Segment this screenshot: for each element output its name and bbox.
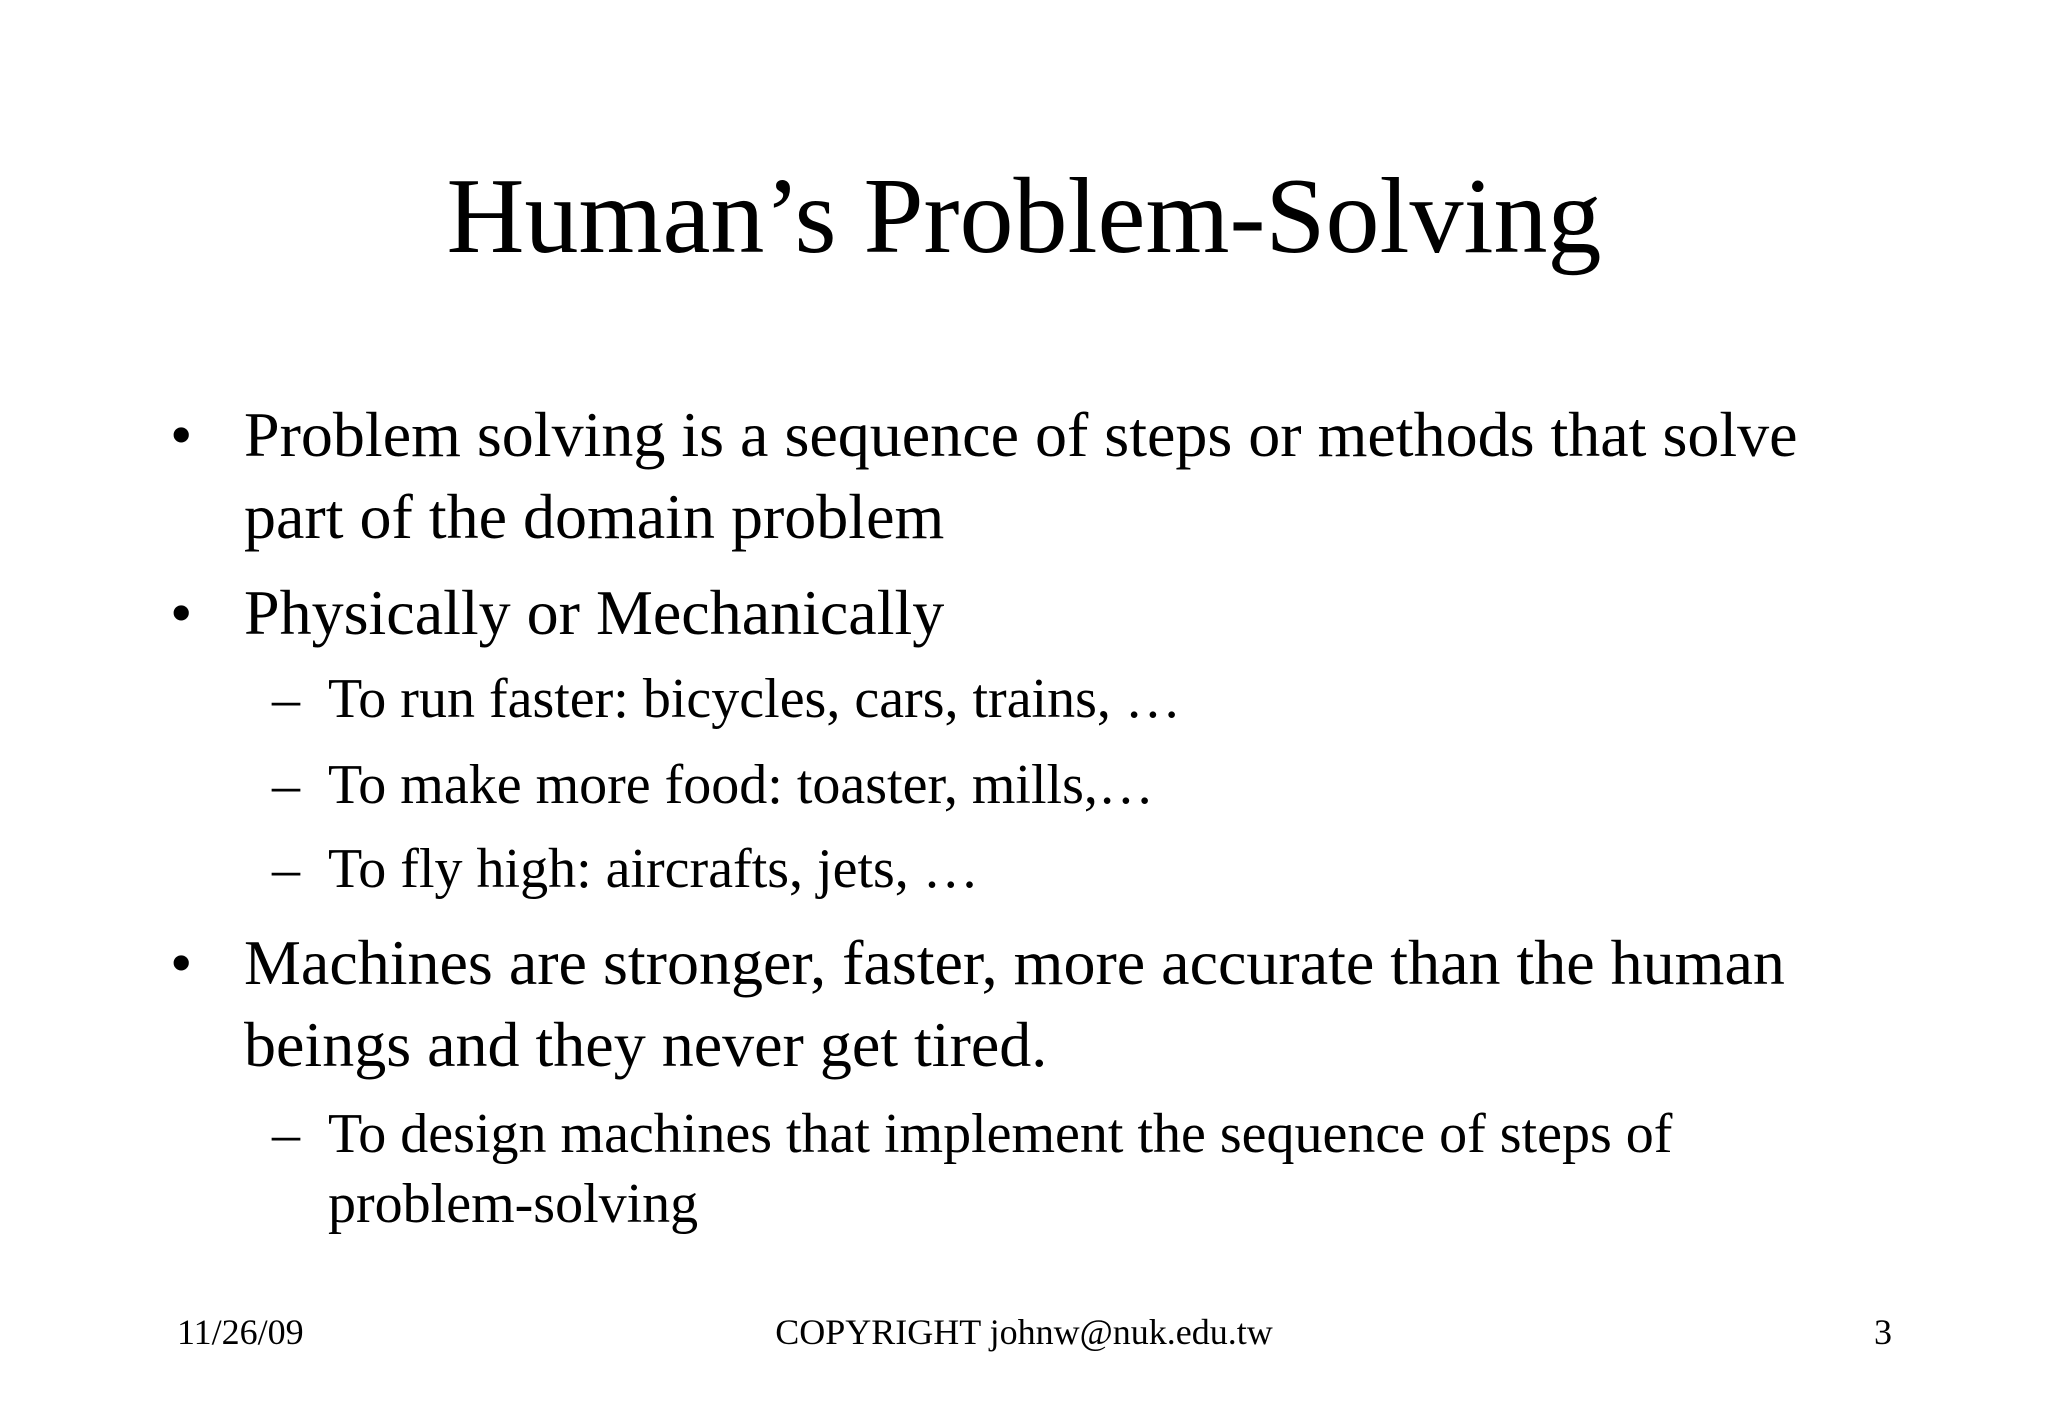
sub-bullet-item (272, 834, 1888, 904)
bullet-icon: • (170, 927, 193, 998)
dash-icon: – (272, 838, 300, 900)
dash-icon: – (272, 1103, 300, 1165)
slide-number: 3 (1874, 1312, 1892, 1352)
bullet-icon: • (170, 399, 193, 470)
bullet-icon: • (170, 577, 193, 648)
sub-bullet-text: To make more food: toaster, mills,… (328, 754, 1154, 816)
dash-icon: – (272, 668, 300, 730)
footer-date: 11/26/09 (177, 1312, 304, 1352)
slide-title: Human’s Problem-Solving (446, 157, 1602, 276)
sub-bullet-text: To run faster: bicycles, cars, trains, … (328, 668, 1181, 730)
sub-bullet-item (272, 1099, 1888, 1239)
bullet-text: Machines are stronger, faster, more accurate than the human beings and they never get tired. (244, 927, 1785, 1080)
sub-bullet-item (272, 750, 1888, 820)
dash-icon: – (272, 754, 300, 816)
bullet-text: Problem solving is a sequence of steps or methods that solve part of the domain problem (244, 399, 1798, 552)
bullet-text: Physically or Mechanically (244, 577, 945, 648)
footer-copyright: COPYRIGHT johnw@nuk.edu.tw (775, 1312, 1273, 1352)
bullet-item (170, 394, 1884, 558)
sub-bullet-text: To design machines that implement the sequence of steps of problem-solving (328, 1103, 1673, 1235)
bullet-item (170, 922, 1884, 1086)
sub-bullet-text: To fly high: aircrafts, jets, … (328, 838, 979, 900)
sub-bullet-item (272, 664, 1888, 734)
bullet-item (170, 572, 1884, 654)
